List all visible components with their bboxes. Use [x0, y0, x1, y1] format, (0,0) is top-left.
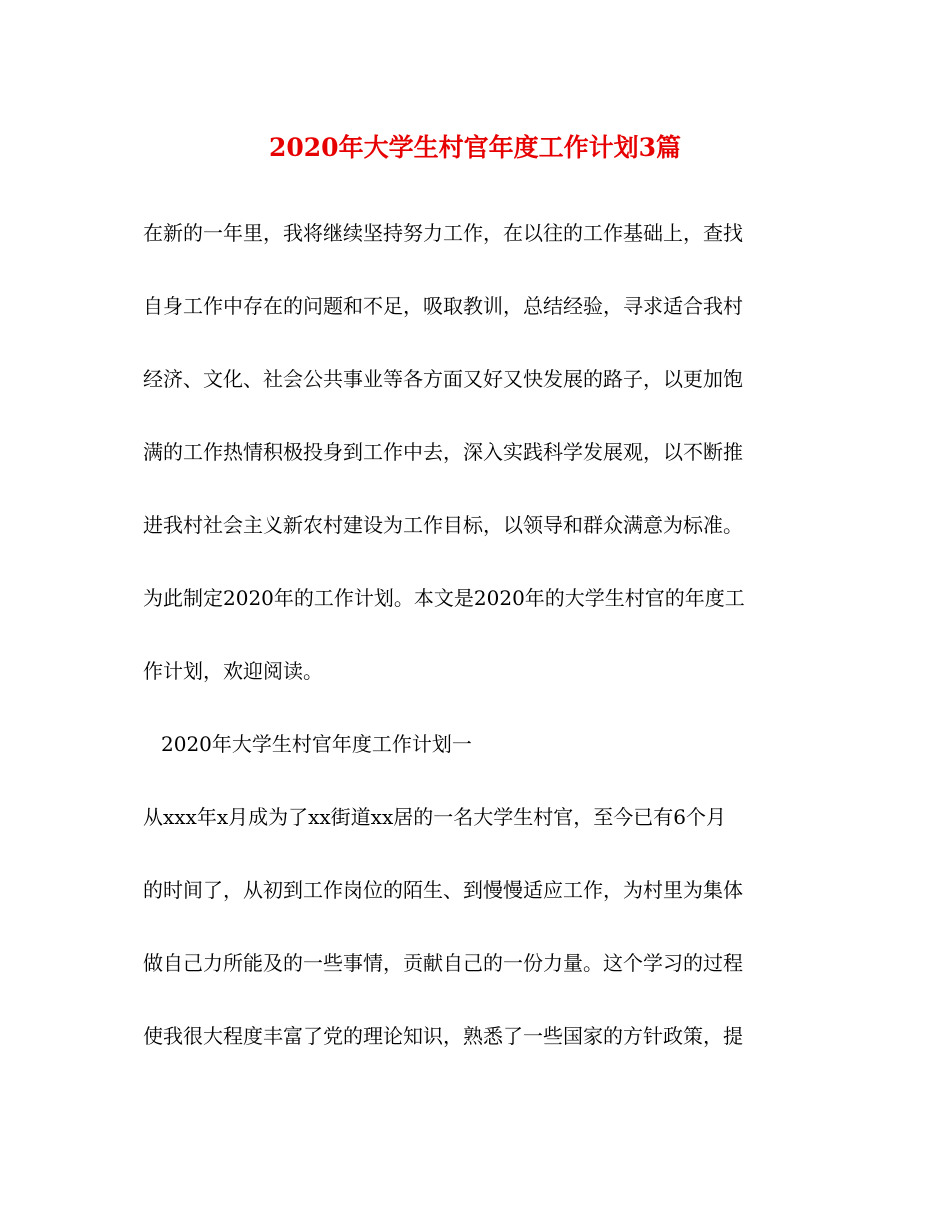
text-line: 使我很大程度丰富了党的理论知识，熟悉了一些国家的方针政策，提: [143, 1024, 743, 1048]
text-line: 从xxx年x月成为了xx街道xx居的一名大学生村官，至今已有6个月: [143, 805, 726, 829]
text-line: 满的工作热情积极投身到工作中去，深入实践科学发展观，以不断推: [143, 440, 743, 464]
text-line: 自身工作中存在的问题和不足，吸取教训，总结经验，寻求适合我村: [143, 294, 743, 318]
section-heading: 2020年大学生村官年度工作计划一: [161, 732, 472, 756]
text-line: 经济、文化、社会公共事业等各方面又好又快发展的路子，以更加饱: [143, 367, 743, 391]
text-line: 的时间了，从初到工作岗位的陌生、到慢慢适应工作，为村里为集体: [143, 878, 743, 902]
text-line: 进我村社会主义新农村建设为工作目标，以领导和群众满意为标准。: [143, 513, 743, 537]
text-line: 在新的一年里，我将继续坚持努力工作，在以往的工作基础上，查找: [143, 221, 743, 245]
text-line: 作计划，欢迎阅读。: [143, 659, 323, 683]
text-line: 为此制定2020年的工作计划。本文是2020年的大学生村官的年度工: [143, 586, 745, 610]
document-title: 2020年大学生村官年度工作计划3篇: [269, 133, 681, 162]
text-line: 做自己力所能及的一些事情，贡献自己的一份力量。这个学习的过程: [143, 951, 743, 975]
